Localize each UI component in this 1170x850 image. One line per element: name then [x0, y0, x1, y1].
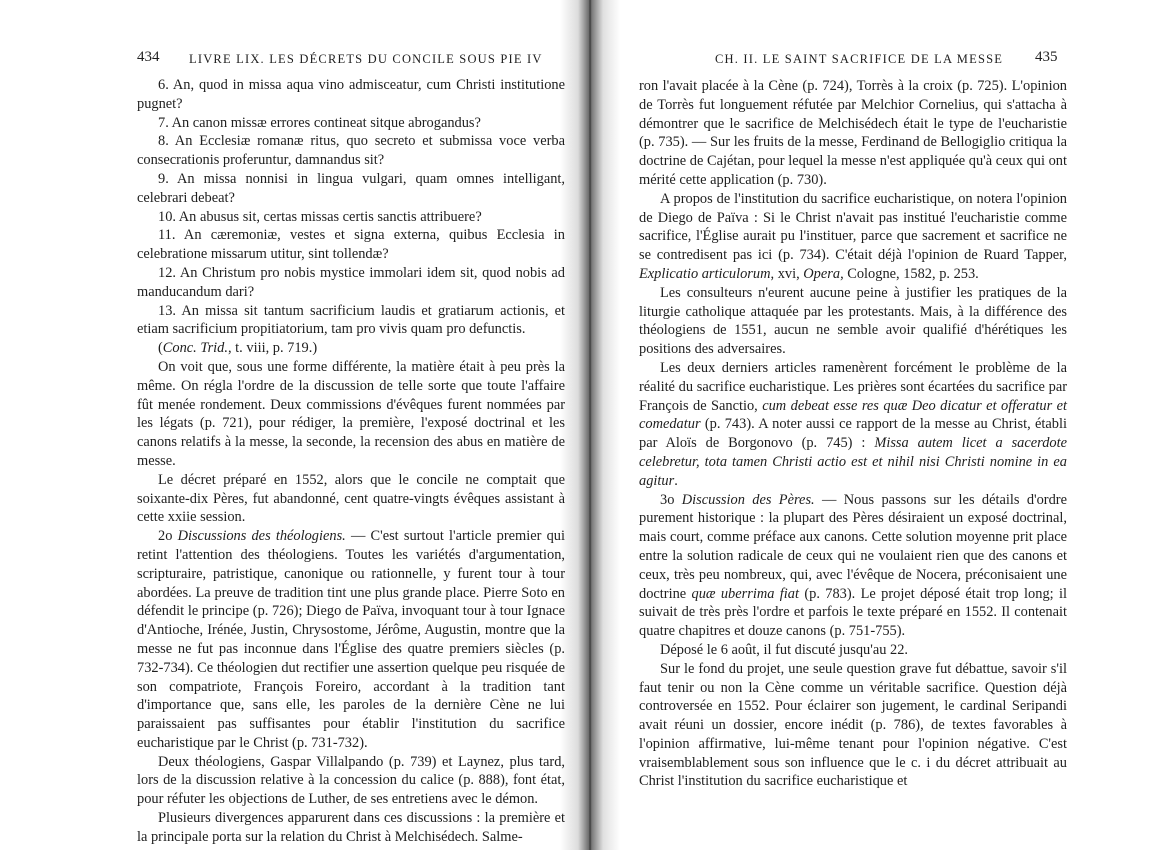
question-8: 8. An Ecclesiæ romanæ ritus, quo secreto et submissa voce verba consecrationis proferuntur, damnandus sit? — [137, 133, 565, 169]
text-run: , Cologne, 1582, p. 253. — [840, 265, 979, 282]
text-run: (p. 783). Le projet déposé était trop long; il suivait de très près l'ordre et parfois le texte préparé en 1552. Il contenait quatre chapitres et douze canons (p. 751-755). — [639, 585, 1067, 640]
paragraph: Déposé le 6 août, il fut discuté jusqu'au 22. — [660, 641, 908, 658]
section-number: 3o — [660, 491, 682, 508]
question-7: 7. An canon missæ errores contineat sitque abrogandus? — [158, 114, 481, 131]
question-10: 10. An abusus sit, certas missas certis sanctis attribuere? — [158, 208, 482, 225]
question-11: 11. An cæremoniæ, vestes et signa externa, quibus Ecclesia in celebratione missarum utitur, sint tollendæ? — [137, 227, 565, 263]
paragraph: Deux théologiens, Gaspar Villalpando (p. 739) et Laynez, plus tard, lors de la discussion relative à la concession du calice (p. 888), font état, pour réfuter les objections de Luther, de ses entretiens avec le démon. — [137, 753, 565, 808]
left-running-head — [137, 49, 567, 70]
paragraph-sanctio — [639, 359, 1067, 491]
paragraph-continued: ron l'avait placée à la Cène (p. 724), Torrès à la croix (p. 725). L'opinion de Torrès fut longuement réfutée par Melchior Cornelius, qui s'attacha à démontrer que le sacrifice de Melchisédech était le type de l'eucharistie (p. 735). — Sur les fruits de la messe, Ferdinand de Bellogiglio critiqua la doctrine de Cajétan, pour lequel la messe n'est appliquée qu'à ceux qui ont mérité cette application (p. 730). — [639, 78, 1067, 188]
right-page — [605, 0, 1170, 850]
text-run: , xvi, — [770, 265, 804, 282]
paragraph: Sur le fond du projet, une seule question grave fut débattue, savoir s'il faut tenir ou non la Cène comme un véritable sacrifice. Question déjà controversée en 1552. Pour éclairer son jugement, le cardinal Seripandi avait réuni un dossier, encore inédit (p. 786), de textes favorables à l'opinion affirmative, lui-même tenant pour l'opinion négative. C'est vraisemblablement sous son influence que le c. i du décret attribuait au Christ l'institution du sacrifice eucharistique et — [639, 660, 1067, 790]
right-running-title: CH. II. LE SAINT SACRIFICE DE LA MESSE — [715, 52, 1004, 66]
book-title: Opera — [803, 265, 841, 282]
paragraph: On voit que, sous une forme différente, la matière était à peu près la même. On régla l'ordre de la discussion de telle sorte que toute l'affaire fût menée rondement. Deux commissions d'évêques furent nommées par les légats (p. 721), pour rédiger, la première, l'exposé doctrinal et les canons relatifs à la messe, la seconde, la recension des abus en matière de messe. — [137, 358, 565, 469]
source-reference: (Conc. Trid., t. viii, p. 719.) — [158, 340, 318, 357]
left-page — [0, 0, 570, 850]
section-number: 2o — [158, 528, 178, 545]
text-run: (p. 743). A noter aussi ce rapport de la messe au Christ, établi par Aloïs de Borgonovo (p. 745) : — [639, 416, 1067, 452]
paragraph: Plusieurs divergences apparurent dans ces discussions : la première et la principale porta sur la relation du Christ à Melchisédech. Salme- — [137, 810, 565, 845]
right-running-head — [715, 49, 1067, 70]
section-fathers — [639, 491, 1067, 641]
question-12: 12. An Christum pro nobis mystice immolari idem sit, quod nobis ad manducandum dari? — [137, 264, 565, 300]
question-13: 13. An missa sit tantum sacrificium laudis et gratiarum actionis, et etiam sacrificium propitiatorium, tam pro vivis quam pro defunctis. — [137, 302, 565, 338]
paragraph: Les consulteurs n'eurent aucune peine à justifier les pratiques de la liturgie catholique attaquée par les protestants. Mais, à la différence des théologiens de 1551, aucun ne semble avoir qualifié d'hérétiques les positions des adversaires. — [639, 284, 1067, 358]
section-text: — C'est surtout l'article premier qui retint l'attention des théologiens. Toutes les variétés d'argumentation, scripturaire, patristique, canonique ou rationnelle, y furent tour à tour abordées. La preuve de tradition tint une plus grande place. Pierre Soto en défendit le principe (p. 726); Diego de Païva, invoquant tour à tour Ignace d'Antioche, Irénée, Justin, Chrysostome, Jérôme, Augustin, montre que la messe ne fut pas inconnue dans l'Église des quatre premiers siècles (p. 732-734). Ce théologien dut rectifier une assertion quelque peu risquée de son compatriote, François Foreiro, accordant à la tradition tant d'importance que, sans elle, les paroles de la dernière Cène ne lui paraissaient pas suffisantes pour établir l'institution du sacrifice eucharistique par le Christ (p. 731-732). — [137, 528, 565, 751]
source-title: Conc. Trid. — [162, 340, 228, 357]
text-run: . — [674, 472, 678, 489]
question-9: 9. An missa nonnisi in lingua vulgari, quam omnes intelligant, celebrari debeat? — [137, 170, 565, 206]
section-heading: Discussions des théologiens. — [177, 528, 346, 545]
right-page-number: 435 — [1035, 49, 1058, 65]
book-title: Explicatio articulorum — [639, 265, 771, 282]
latin-quote: quæ uberrima fiat — [691, 585, 799, 602]
text-run: A propos de l'institution du sacrifice eucharistique, on notera l'opinion de Diego de Païva : Si le Christ n'avait pas institué l'eucharistie comme sacrifice, l'Église aurait pu l'instituer, parce que sacrement et sacrifice ne se contredisent pas ici (p. 734). C'était déjà l'opinion de Ruard Tapper, — [639, 190, 1067, 264]
section-heading: Discussion des Pères. — [681, 491, 815, 508]
text-run: — Nous passons sur les détails d'ordre purement historique : la plupart des Pères désiraient un exposé doctrinal, mais court, comme préface aux canons. Cette solution moyenne prit place entre la solution radicale de ceux qui ne voulaient rien que des canons et ceux, très peu nombreux, qui, avec l'évêque de Nocera, préconisaient une doctrine — [639, 491, 1067, 602]
left-running-title: LIVRE LIX. LES DÉCRETS DU CONCILE SOUS PIE IV — [189, 52, 543, 66]
latin-quote: Missa autem licet a sacerdote celebretur, tota tamen Christi actio est et nihil nisi Christi nomine in ea agitur — [639, 435, 1067, 489]
latin-quote: cum debeat esse res quæ Deo dicatur et offeratur et comedatur — [639, 397, 1067, 433]
left-page-body — [137, 76, 565, 847]
right-page-body — [639, 77, 1067, 791]
question-6: 6. An, quod in missa aqua vino admisceatur, cum Christi institutione pugnet? — [137, 77, 565, 112]
source-citation: , t. viii, p. 719.) — [227, 340, 318, 357]
section-theologians — [137, 527, 565, 753]
left-page-number: 434 — [137, 49, 160, 65]
text-run: Les deux derniers articles ramenèrent forcément le problème de la réalité du sacrifice eucharistique. Les prières sont écartées du sacrifice par François de Sanctio, — [639, 359, 1067, 414]
paragraph-tapper — [639, 190, 1067, 284]
paragraph: Le décret préparé en 1552, alors que le concile ne comptait que soixante-dix Pères, fut abandonné, cent quatre-vingts évêques assistant à cette xxiie session. — [137, 471, 565, 526]
